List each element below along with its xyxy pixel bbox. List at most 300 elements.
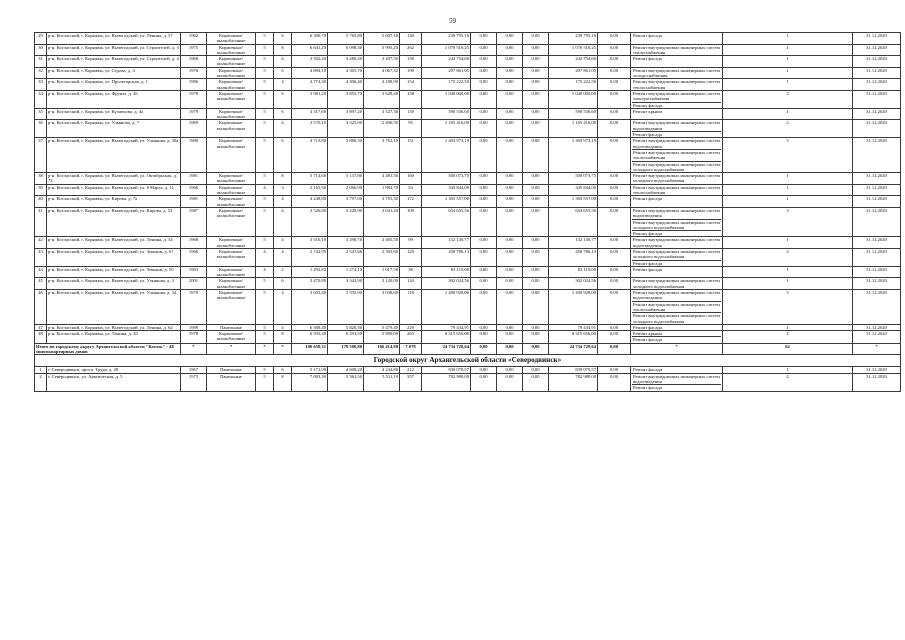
fund-2: 0,00	[497, 33, 523, 45]
fund-3: 0,00	[523, 56, 549, 68]
fund-1: 0,00	[471, 278, 497, 290]
total-fund-2: 0,00	[497, 343, 523, 355]
fund-1: 0,00	[471, 79, 497, 91]
year-built: 1973	[181, 373, 207, 391]
residents: 109	[400, 207, 422, 236]
entrances: 8	[274, 373, 292, 391]
work-item: Ремонт фасада	[633, 196, 662, 202]
repair-cost: 302 024,56	[422, 278, 471, 290]
fund-1: 0,00	[471, 237, 497, 249]
fund-1: 0,00	[471, 248, 497, 266]
fund-3: 0,00	[523, 207, 549, 236]
fund-1: 0,00	[471, 373, 497, 391]
living-area: 3 325,00	[328, 120, 364, 138]
owner-funds: 1 165 416,00	[549, 120, 598, 138]
table-row	[35, 90, 901, 108]
row-number: 46	[35, 290, 47, 325]
work-item: Ремонт фасада	[633, 385, 662, 391]
total-label: Итого по городскому округу Архангельской области "Котлас" - 48 многоквартирных домов	[35, 343, 181, 355]
wall-material: Кирпичные/ шлакоблочные	[207, 138, 256, 173]
floors: 5	[256, 324, 274, 330]
fund-1: 0,00	[471, 184, 497, 196]
fund-2: 0,00	[497, 331, 523, 344]
year-built: 1978	[181, 90, 207, 108]
residential-area: 3 762,10	[364, 138, 400, 173]
section-title: Городской округ Архангельской области «Северодвинск»	[35, 355, 901, 367]
work-types	[631, 331, 723, 344]
capital-repair-register-table	[34, 32, 901, 392]
work-item: Ремонт внутридомовых инженерных систем холодного водоснабжения	[633, 248, 720, 260]
floors: 5	[256, 173, 274, 185]
entrances: 6	[274, 278, 292, 290]
work-item: Ремонт фасада	[633, 260, 662, 266]
year-built: 1978	[181, 290, 207, 325]
wall-material: Кирпичные/ шлакоблочные	[207, 184, 256, 196]
repair-cost: 1 400 928,00	[422, 290, 471, 325]
year-built: 1968	[181, 237, 207, 249]
repair-cost: 1 165 416,00	[422, 120, 471, 138]
works-count: 1	[723, 67, 853, 79]
row-number: 45	[35, 278, 47, 290]
owner-funds: 1 305 557,00	[549, 196, 598, 208]
entrances: 2	[274, 266, 292, 278]
works-count: 1	[723, 173, 853, 185]
table-row	[35, 120, 901, 138]
total-area: 4 248,80	[292, 196, 328, 208]
address: р-н. Котласский, г. Коряжма, ул. Кузнецова, д. 4а	[47, 108, 181, 120]
completion-date: 31.12.2020	[853, 373, 901, 391]
fund-3: 0,00	[523, 33, 549, 45]
work-item: Ремонт фасада	[633, 56, 662, 62]
table-row	[35, 266, 901, 278]
residents: 151	[400, 138, 422, 173]
completion-date: 31.12.2020	[853, 290, 901, 325]
floors: 5	[256, 56, 274, 68]
fund-4: 0,00	[598, 196, 631, 208]
repair-cost: 830 070,57	[422, 367, 471, 373]
total-works: *	[631, 343, 723, 355]
floors: 5	[256, 79, 274, 91]
repair-cost: 175 222,50	[422, 79, 471, 91]
owner-funds: 1 070 510,25	[549, 44, 598, 56]
wall-material: Кирпичные/ шлакоблочные	[207, 67, 256, 79]
completion-date: 31.12.2020	[853, 196, 901, 208]
wall-material: Кирпичные/ шлакоблочные	[207, 266, 256, 278]
fund-3: 0,00	[523, 266, 549, 278]
total-works-count: 62	[723, 343, 853, 355]
fund-3: 0,00	[523, 44, 549, 56]
wall-material: Кирпичные/ шлакоблочные	[207, 278, 256, 290]
total-area: 4 894,10	[292, 67, 328, 79]
fund-2: 0,00	[497, 367, 523, 373]
residential-area: 4 481,30	[364, 173, 400, 185]
residents: 172	[400, 196, 422, 208]
residential-area: 1 017,50	[364, 266, 400, 278]
completion-date: 31.12.2020	[853, 79, 901, 91]
living-area: 3 797,00	[328, 196, 364, 208]
repair-cost: 1 040 000,00	[422, 90, 471, 108]
wall-material: Кирпичные/ шлакоблочные	[207, 33, 256, 45]
row-number: 36	[35, 120, 47, 138]
fund-4: 0,00	[598, 44, 631, 56]
residents: 54	[400, 184, 422, 196]
table-row	[35, 138, 901, 173]
residents: 357	[400, 373, 422, 391]
row-number: 42	[35, 237, 47, 249]
fund-2: 0,00	[497, 237, 523, 249]
fund-3: 0,00	[523, 290, 549, 325]
fund-1: 0,00	[471, 367, 497, 373]
completion-date: 31.12.2020	[853, 237, 901, 249]
completion-date: 31.12.2020	[853, 108, 901, 120]
year-built: 1978	[181, 331, 207, 344]
total-area: 7 003,30	[292, 373, 328, 391]
address: р-н. Котласский, г. Коряжма, ул. Вычегодский, ул. Ульянова, д. 30а	[47, 138, 181, 173]
owner-funds: 239 795,16	[549, 33, 598, 45]
total-area: 5 714,60	[292, 173, 328, 185]
residential-area: 3 120,00	[364, 278, 400, 290]
fund-3: 0,00	[523, 373, 549, 391]
total-area: 4 317,60	[292, 108, 328, 120]
work-types	[631, 33, 723, 45]
fund-1: 0,00	[471, 67, 497, 79]
total-residents: 7 078	[400, 343, 422, 355]
work-types	[631, 67, 723, 79]
fund-4: 0,00	[598, 138, 631, 173]
fund-3: 0,00	[523, 367, 549, 373]
living-area: 3 280,20	[328, 56, 364, 68]
work-types	[631, 248, 723, 266]
residents: 229	[400, 324, 422, 330]
total-area: 3 510,10	[292, 237, 328, 249]
table-row	[35, 237, 901, 249]
fund-1: 0,00	[471, 138, 497, 173]
work-item: Ремонт внутридомовых инженерных систем водоотведения	[633, 207, 720, 219]
row-number: 1	[35, 367, 47, 373]
work-item: Ремонт внутридомовых инженерных систем электроснабжения	[633, 90, 720, 102]
fund-2: 0,00	[497, 324, 523, 330]
year-built: 1968	[181, 56, 207, 68]
address: р-н. Котласский, г. Коряжма, ул. Седова, д. 4	[47, 67, 181, 79]
year-built: 1986	[181, 79, 207, 91]
work-types	[631, 44, 723, 56]
total-date: *	[853, 343, 901, 355]
work-item: Ремонт внутридомовых инженерных систем теплоснабжения	[633, 44, 720, 55]
table-row	[35, 196, 901, 208]
works-count: 2	[723, 248, 853, 266]
living-area: 3 855,70	[328, 90, 364, 108]
wall-material: Панельные	[207, 324, 256, 330]
residents: 129	[400, 248, 422, 266]
address: р-н. Котласский, г. Коряжма, ул. Вычегодский, ул. 8 Марта, д. 11	[47, 184, 181, 196]
residents: 95	[400, 120, 422, 138]
fund-1: 0,00	[471, 331, 497, 344]
table-row	[35, 44, 901, 56]
completion-date: 31.12.2020	[853, 33, 901, 45]
work-types	[631, 56, 723, 68]
fund-1: 0,00	[471, 196, 497, 208]
work-item: Ремонт фасада	[633, 324, 662, 330]
fund-3: 0,00	[523, 173, 549, 185]
works-count: 2	[723, 373, 853, 391]
work-item: Ремонт внутридомовых инженерных систем теплоснабжения	[633, 79, 720, 90]
completion-date: 31.12.2020	[853, 248, 901, 266]
fund-2: 0,00	[497, 248, 523, 266]
table-row	[35, 173, 901, 185]
repair-cost: 458 786,13	[422, 248, 471, 266]
year-built: 1966	[181, 248, 207, 266]
fund-2: 0,00	[497, 278, 523, 290]
work-item: Ремонт крыши	[632, 331, 721, 337]
floors: 5	[256, 120, 274, 138]
repair-cost: 345 844,00	[422, 184, 471, 196]
total-area: 1 292,82	[292, 266, 328, 278]
total-area: 186 658,31	[292, 343, 328, 355]
address: р-н. Котласский, г. Коряжма, ул. Вычегодский, ул. Ленина, д. 57	[47, 33, 181, 45]
work-item: Ремонт внутридомовых инженерных систем холодоснабжения	[633, 67, 720, 79]
work-item: Ремонт внутридомовых инженерных систем теплоснабжения	[633, 149, 720, 161]
fund-4: 0,00	[598, 266, 631, 278]
living-area: 4 305,70	[328, 67, 364, 79]
floors: 5	[256, 373, 274, 391]
fund-4: 0,00	[598, 331, 631, 344]
wall-material: Кирпичные/ шлакоблочные	[207, 173, 256, 185]
fund-1: 0,00	[471, 56, 497, 68]
works-count: 2	[723, 120, 853, 138]
residents: 160	[400, 173, 422, 185]
works-count: 1	[723, 79, 853, 91]
work-item: Ремонт фасада	[633, 132, 662, 138]
floors: 5	[256, 367, 274, 373]
entrances: 6	[274, 367, 292, 373]
fund-3: 0,00	[523, 90, 549, 108]
fund-1: 0,00	[471, 90, 497, 108]
repair-cost: 8 315 656,00	[422, 331, 471, 344]
residential-area: 3 527,30	[364, 108, 400, 120]
residents: 265	[400, 331, 422, 344]
residential-area: 4 244,80	[364, 367, 400, 373]
address: р-н. Котласский, г. Коряжма, ул. Пролетарская, д. 1	[47, 79, 181, 91]
fund-4: 0,00	[598, 90, 631, 108]
work-item: Ремонт внутридомовых инженерных систем водоотведения	[633, 237, 720, 248]
work-item: Ремонт внутридомовых инженерных систем водоотведения	[633, 290, 720, 301]
total-area: 6 306,70	[292, 33, 328, 45]
floors: 4	[256, 184, 274, 196]
wall-material: Кирпичные/ шлакоблочные	[207, 56, 256, 68]
fund-3: 0,00	[523, 324, 549, 330]
work-types	[631, 90, 723, 108]
fund-2: 0,00	[497, 138, 523, 173]
total-section	[35, 343, 901, 367]
total-area: 2 742,95	[292, 248, 328, 266]
total-owner-funds: 24 734 728,64	[549, 343, 598, 355]
living-area: 5 137,80	[328, 173, 364, 185]
floors: 5	[256, 237, 274, 249]
floors: 5	[256, 67, 274, 79]
work-types	[631, 207, 723, 236]
wall-material: Кирпичные/ шлакоблочные	[207, 196, 256, 208]
floors: 4	[256, 248, 274, 266]
residents: 134	[400, 278, 422, 290]
work-types	[631, 266, 723, 278]
work-item: Ремонт фасада	[633, 367, 662, 373]
fund-2: 0,00	[497, 56, 523, 68]
residential-area: 2 465,50	[364, 237, 400, 249]
address: р-н. Котласский, г. Коряжма, ул. Вычегодский, ул. Ленина, д. 62	[47, 324, 181, 330]
works-count: 3	[723, 290, 853, 325]
work-item: Ремонт внутридомовых инженерных систем водоотведения	[633, 373, 720, 384]
residential-area: 5 889,09	[364, 331, 400, 344]
residents: 130	[400, 33, 422, 45]
wall-material: Кирпичные/ шлакоблочные	[207, 90, 256, 108]
table-row	[35, 33, 901, 45]
fund-1: 0,00	[471, 324, 497, 330]
works-count: 3	[723, 207, 853, 236]
repair-cost: 83 119,00	[422, 266, 471, 278]
row-number: 41	[35, 207, 47, 236]
table-row	[35, 331, 901, 344]
year-built: 1981	[181, 196, 207, 208]
rows-body	[35, 33, 901, 344]
residents: 118	[400, 290, 422, 325]
completion-date: 31.12.2020	[853, 331, 901, 344]
table-row	[35, 184, 901, 196]
fund-2: 0,00	[497, 290, 523, 325]
residential-area: 3 628,40	[364, 90, 400, 108]
row-number: 30	[35, 44, 47, 56]
year-built: 1980	[181, 138, 207, 173]
repair-cost: 242 754,60	[422, 56, 471, 68]
fund-2: 0,00	[497, 184, 523, 196]
row-number: 33	[35, 79, 47, 91]
works-count: 1	[723, 196, 853, 208]
wall-material: Кирпичные/ шлакоблочные	[207, 207, 256, 236]
works-count: 1	[723, 108, 853, 120]
total-living-area: 178 580,80	[328, 343, 364, 355]
address: р-н. Котласский, г. Коряжма, ул. Вычегодский, ул. Ульянова, д. 3	[47, 278, 181, 290]
owner-funds: 83 119,00	[549, 266, 598, 278]
fund-1: 0,00	[471, 33, 497, 45]
table-row	[35, 207, 901, 236]
fund-4: 0,00	[598, 373, 631, 391]
owner-funds: 458 786,13	[549, 248, 598, 266]
owner-funds: 1 040 000,00	[549, 90, 598, 108]
fund-3: 0,00	[523, 237, 549, 249]
fund-4: 0,00	[598, 56, 631, 68]
floors: 5	[256, 331, 274, 344]
floors: 5	[256, 278, 274, 290]
wall-material: Кирпичные/ шлакоблочные	[207, 44, 256, 56]
residential-area: 4 188,90	[364, 79, 400, 91]
works-count: 1	[723, 44, 853, 56]
work-item: Ремонт фасада	[633, 266, 662, 272]
repair-cost: 500 073,75	[422, 173, 471, 185]
fund-3: 0,00	[523, 67, 549, 79]
floors: 5	[256, 196, 274, 208]
completion-date: 31.12.2020	[853, 207, 901, 236]
total-fund-3: 0,00	[523, 343, 549, 355]
work-item: Ремонт фасада	[633, 337, 662, 343]
work-types	[631, 108, 723, 120]
residents: 158	[400, 90, 422, 108]
owner-funds: 590 536,60	[549, 108, 598, 120]
work-item: Ремонт внутридомовых инженерных систем теплоснабжения	[633, 301, 720, 312]
living-area: 3 897,20	[328, 108, 364, 120]
address: р-н. Котласский, г. Коряжма, ул. Вычегодский, ул. Ленина, д. 54	[47, 237, 181, 249]
residential-area: 2 393,60	[364, 248, 400, 266]
repair-cost: 207 861,05	[422, 67, 471, 79]
address: г. Северодвинск, просп. Труда, д. 28	[47, 367, 181, 373]
residential-area: 1 884,70	[364, 184, 400, 196]
entrances: 6	[274, 67, 292, 79]
residential-area: 5 479,40	[364, 324, 400, 330]
fund-3: 0,00	[523, 248, 549, 266]
fund-3: 0,00	[523, 120, 549, 138]
address: р-н. Котласский, г. Коряжма, ул. Вычегодский, ул. Кирова, д. 52	[47, 207, 181, 236]
residential-area: 4 067,32	[364, 67, 400, 79]
address: р-н. Котласский, г. Коряжма, ул. Кирова, д. 7а	[47, 196, 181, 208]
year-built: 1966	[181, 184, 207, 196]
row-number: 44	[35, 266, 47, 278]
year-built: 1967	[181, 367, 207, 373]
address: р-н. Котласский, г. Коряжма, ул. Вычегодский, ул. Строителей, д. 3	[47, 44, 181, 56]
residential-area: 3 041,20	[364, 207, 400, 236]
wall-material: Кирпичные/ шлакоблочные	[207, 79, 256, 91]
entrances: 4	[274, 196, 292, 208]
owner-funds: 175 222,50	[549, 79, 598, 91]
entrances: 4	[274, 207, 292, 236]
repair-cost: 1 305 557,00	[422, 196, 471, 208]
rows2-body	[35, 367, 901, 391]
residents: 130	[400, 56, 422, 68]
total-fund-4: 0,00	[598, 343, 631, 355]
entrances: 4	[274, 248, 292, 266]
entrances: 8	[274, 44, 292, 56]
fund-1: 0,00	[471, 44, 497, 56]
repair-cost: 654 655,56	[422, 207, 471, 236]
table-row	[35, 56, 901, 68]
address: р-н. Котласский, г. Коряжма, ул. Вычегодский, ул. Зеньков, д. 67	[47, 248, 181, 266]
residential-area: 3 207,50	[364, 56, 400, 68]
work-types	[631, 184, 723, 196]
living-area: 5 826,50	[328, 324, 364, 330]
completion-date: 31.12.2020	[853, 138, 901, 173]
floors: 5	[256, 138, 274, 173]
living-area: 2 547,66	[328, 248, 364, 266]
table-row	[35, 108, 901, 120]
work-item: Ремонт внутридомовых инженерных систем холодного водоснабжения	[633, 161, 720, 172]
entrances: 4	[274, 237, 292, 249]
row-number: 32	[35, 67, 47, 79]
living-area: 5 561,50	[328, 373, 364, 391]
works-count: 2	[723, 90, 853, 108]
works-count: 1	[723, 367, 853, 373]
fund-2: 0,00	[497, 79, 523, 91]
fund-2: 0,00	[497, 173, 523, 185]
table-row	[35, 67, 901, 79]
wall-material: Кирпичные/ шлакоблочные	[207, 108, 256, 120]
work-item: Ремонт внутридомовых инженерных систем холодного водоснабжения	[633, 219, 720, 230]
entrances: 4	[274, 290, 292, 325]
repair-cost: 1 070 510,25	[422, 44, 471, 56]
row-number: 47	[35, 324, 47, 330]
fund-4: 0,00	[598, 237, 631, 249]
work-types	[631, 120, 723, 138]
year-built: 1976	[181, 67, 207, 79]
residential-area: 3 755,30	[364, 196, 400, 208]
entrances: 6	[274, 90, 292, 108]
wall-material: Кирпичные/ шлакоблочные	[207, 120, 256, 138]
